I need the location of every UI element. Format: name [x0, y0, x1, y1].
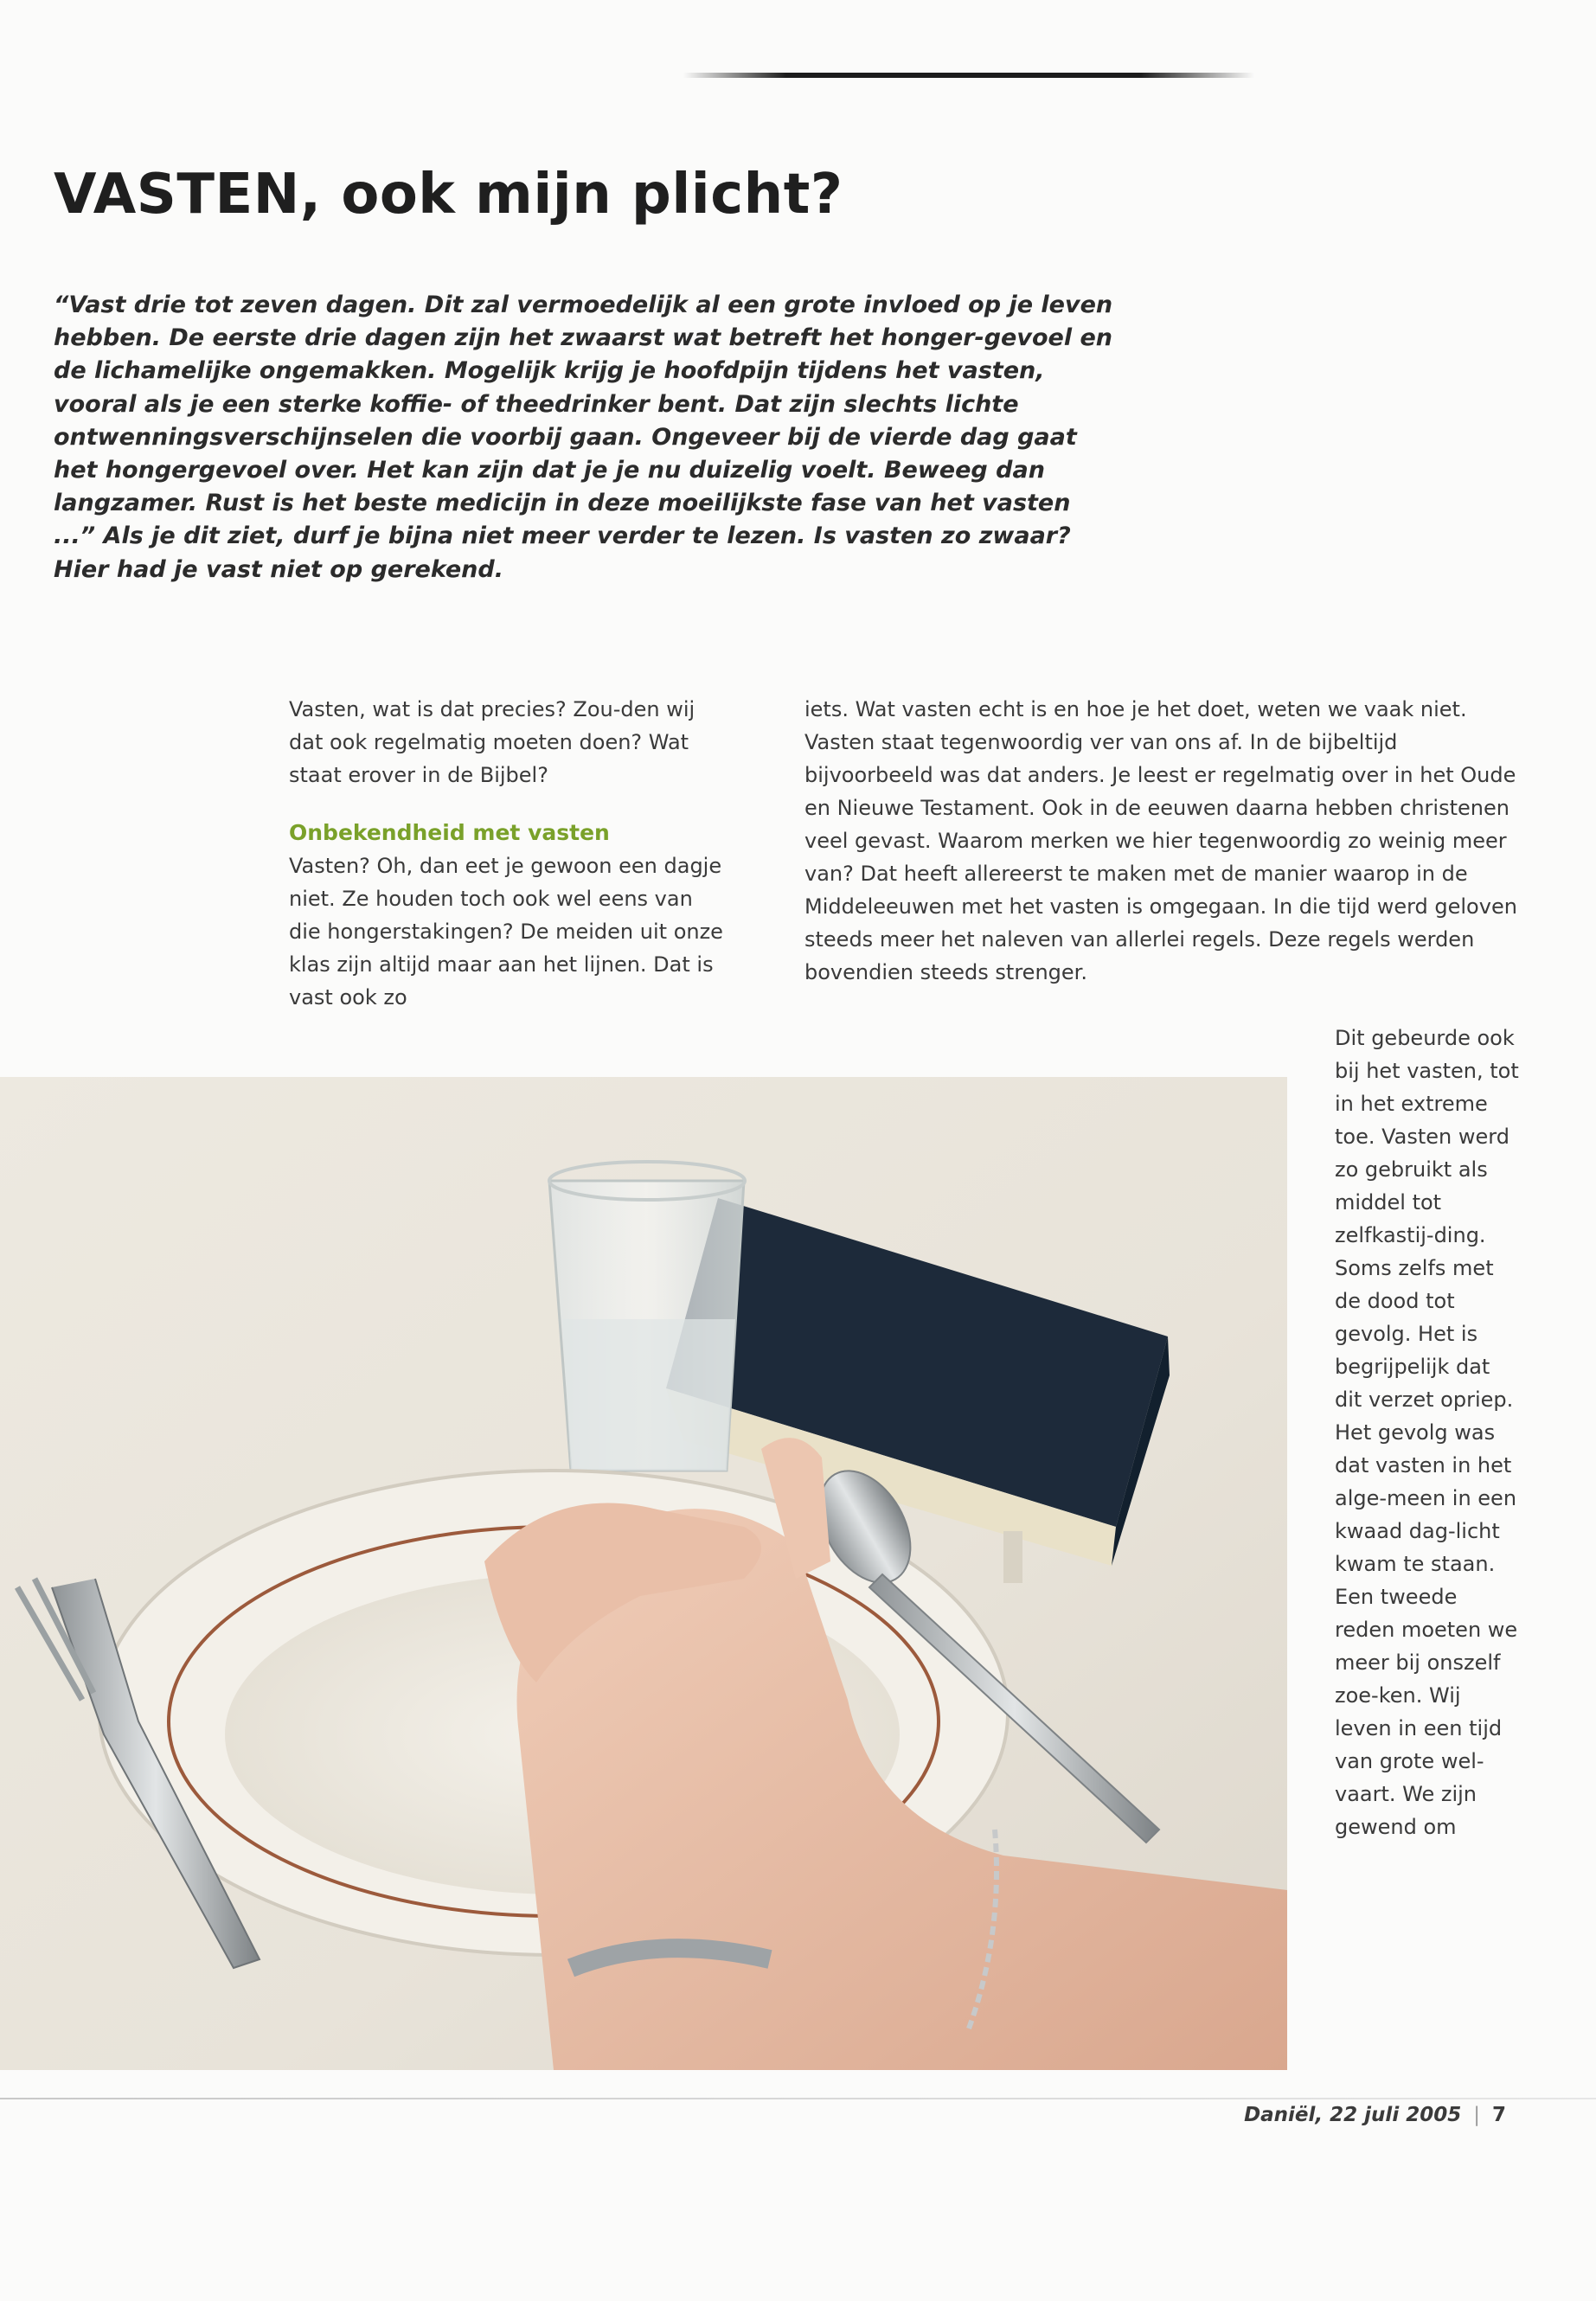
article-title: VASTEN, ook mijn plicht? — [54, 163, 843, 227]
top-decorative-rule — [683, 73, 1254, 78]
page-number: 7 — [1491, 2104, 1506, 2126]
page-footer — [1244, 2104, 1506, 2126]
footer-separator: | — [1473, 2104, 1480, 2126]
body-column-3 — [1335, 1022, 1521, 1843]
article-photo — [0, 1077, 1287, 2070]
body-paragraph: Vasten? Oh, dan eet je gewoon een dagje niet. Ze houden toch ook wel eens van die hongerstakingen? De meiden uit onze klas zijn altijd maar aan het lijnen. Dat is vast ook zo — [289, 854, 723, 1009]
publication-date: Daniël, 22 juli 2005 — [1244, 2104, 1462, 2126]
water-glass-image — [549, 1162, 745, 1471]
body-paragraph: iets. Wat vasten echt is en hoe je het doet, weten we vaak niet. Vasten staat tegenwoordig ver van ons af. In de bijbeltijd bijvoorbeeld was dat anders. Je leest er regelmatig over in het Oude en Nieuwe Testament. Ook in de eeuwen daarna hebben christenen veel gevast. Waarom merken we hier tegenwoordig zo weinig meer van? Dat heeft allereerst te maken met de manier waarop in de Middeleeuwen met het vasten is omgegaan. In die tijd werd geloven steeds meer het naleven van allerlei regels. Deze regels werden bovendien steeds strenger. — [804, 697, 1517, 984]
section-subheading: Onbekendheid met vasten — [289, 820, 610, 845]
body-column-1 — [289, 693, 730, 1014]
body-paragraph: Vasten, wat is dat precies? Zou-den wij dat ook regelmatig moeten doen? Wat staat erover in de Bijbel? — [289, 697, 695, 787]
body-column-2 — [804, 693, 1522, 989]
body-paragraph: Een tweede reden moeten we meer bij onszelf zoe-ken. Wij leven in een tijd van grote wel-vaart. We zijn gewend om — [1335, 1585, 1518, 1839]
body-paragraph: Dit gebeurde ook bij het vasten, tot in het extreme toe. Vasten werd zo gebruikt als middel tot zelfkastij-ding. Soms zelfs met de dood tot gevolg. Het is begrijpelijk dat dit verzet opriep. Het gevolg was dat vasten in het alge-meen in een kwaad dag-licht kwam te staan. — [1335, 1026, 1519, 1576]
article-intro: “Vast drie tot zeven dagen. Dit zal vermoedelijk al een grote invloed op je leven hebben. De eerste drie dagen zijn het zwaarst wat betreft het honger-gevoel en de lichamelijke ongemakken. Mogelijk krijg je hoofdpijn tijdens het vasten, vooral als je een sterke koffie- of theedrinker bent. Dat zijn slechts lichte ontwenningsverschijnselen die voorbij gaan. Ongeveer bij de vierde dag gaat het hongergevoel over. Het kan zijn dat je je nu duizelig voelt. Beweeg dan langzamer. Rust is het beste medicijn in deze moeilijkste fase van het vasten ...” Als je dit ziet, durf je bijna niet meer verder te lezen. Is vasten zo zwaar? Hier had je vast niet op gerekend. — [54, 292, 1113, 583]
footer-rule — [0, 2098, 1596, 2099]
